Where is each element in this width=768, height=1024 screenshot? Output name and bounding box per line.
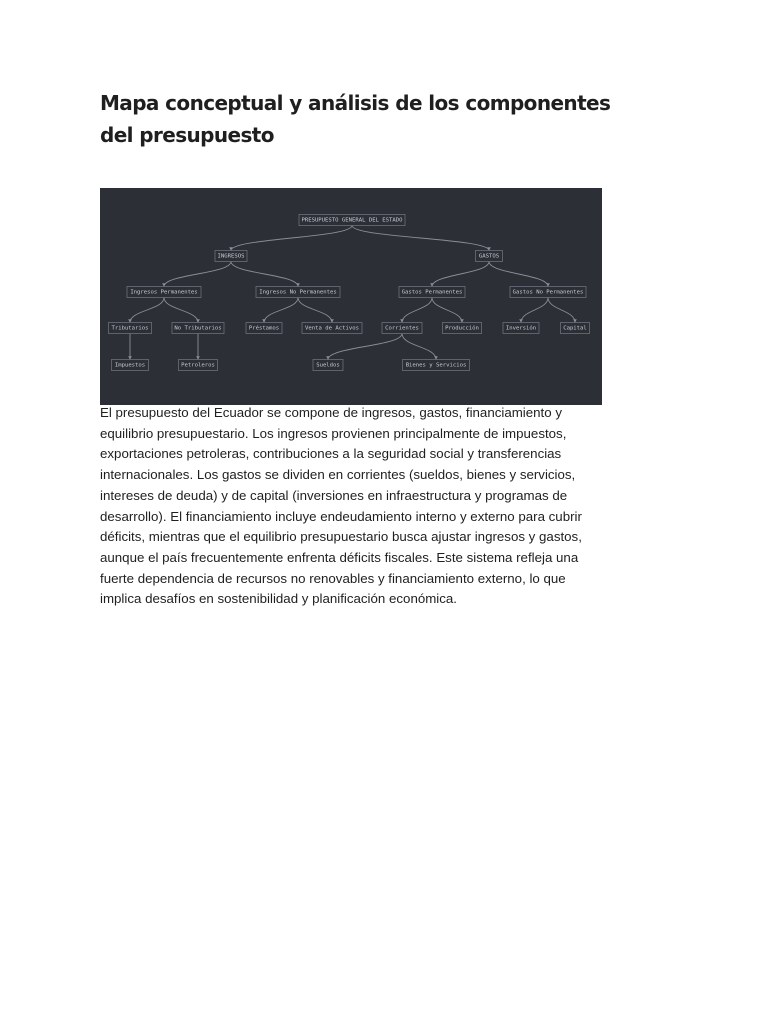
diagram-node-label: Inversión bbox=[505, 325, 537, 332]
edge-gastos-to-gas_perm bbox=[432, 262, 489, 287]
diagram-node-venta-activos bbox=[302, 323, 362, 334]
diagram-node-tributarios bbox=[109, 323, 152, 334]
edge-gas_noperm-to-inversion bbox=[521, 298, 548, 323]
diagram-node-label: Impuestos bbox=[114, 362, 146, 369]
edge-ing_perm-to-no_tributarios bbox=[164, 298, 198, 323]
diagram-node-gastos bbox=[476, 251, 503, 262]
concept-map-diagram bbox=[100, 188, 602, 405]
diagram-node-capital bbox=[561, 323, 590, 334]
page-title: Mapa conceptual y análisis de los componentes del presupuesto bbox=[100, 91, 611, 147]
diagram-node-inversion bbox=[503, 323, 539, 334]
diagram-node-label: Venta de Activos bbox=[305, 325, 359, 332]
diagram-node-ing-perm bbox=[127, 287, 201, 298]
diagram-node-label: Préstamos bbox=[248, 325, 280, 332]
diagram-node-no-tributarios bbox=[172, 323, 224, 334]
diagram-node-label: Bienes y Servicios bbox=[405, 362, 467, 369]
diagram-node-label: Ingresos No Permanentes bbox=[259, 289, 337, 296]
diagram-node-prestamos bbox=[246, 323, 282, 334]
concept-map-canvas bbox=[100, 188, 602, 405]
diagram-node-label: Producción bbox=[445, 325, 479, 332]
diagram-node-label: Sueldos bbox=[316, 362, 340, 369]
diagram-nodes bbox=[109, 215, 590, 371]
diagram-node-gas-perm bbox=[399, 287, 465, 298]
diagram-node-petroleros bbox=[179, 360, 218, 371]
edge-ing_perm-to-tributarios bbox=[130, 298, 164, 323]
diagram-node-ingresos bbox=[215, 251, 247, 262]
diagram-node-root bbox=[299, 215, 405, 226]
edge-root-to-gastos bbox=[352, 226, 489, 251]
edge-ing_noperm-to-venta_activos bbox=[298, 298, 332, 323]
edge-root-to-ingresos bbox=[231, 226, 352, 251]
edge-ingresos-to-ing_noperm bbox=[231, 262, 298, 287]
diagram-node-label: PRESUPUESTO GENERAL DEL ESTADO bbox=[301, 217, 403, 224]
diagram-node-ing-noperm bbox=[256, 287, 340, 298]
diagram-node-label: Capital bbox=[563, 325, 587, 332]
diagram-node-label: Gastos No Permanentes bbox=[512, 289, 584, 296]
edge-ingresos-to-ing_perm bbox=[164, 262, 231, 287]
diagram-node-label: Tributarios bbox=[111, 325, 149, 332]
diagram-node-corrientes bbox=[382, 323, 422, 334]
edge-gas_noperm-to-capital bbox=[548, 298, 575, 323]
diagram-node-bienes-servicios bbox=[403, 360, 470, 371]
diagram-node-gas-noperm bbox=[510, 287, 586, 298]
edge-corrientes-to-bienes_servicios bbox=[402, 334, 436, 360]
edge-gastos-to-gas_noperm bbox=[489, 262, 548, 287]
diagram-node-produccion bbox=[443, 323, 482, 334]
diagram-node-sueldos bbox=[313, 360, 343, 371]
diagram-node-label: No Tributarios bbox=[174, 325, 222, 332]
diagram-node-impuestos bbox=[112, 360, 149, 371]
diagram-node-label: Petroleros bbox=[181, 362, 215, 369]
edge-ing_noperm-to-prestamos bbox=[264, 298, 298, 323]
edge-gas_perm-to-produccion bbox=[432, 298, 462, 323]
diagram-node-label: GASTOS bbox=[478, 253, 500, 260]
edge-gas_perm-to-corrientes bbox=[402, 298, 432, 323]
diagram-node-label: Ingresos Permanentes bbox=[130, 289, 198, 296]
edge-corrientes-to-sueldos bbox=[328, 334, 402, 360]
diagram-node-label: Gastos Permanentes bbox=[401, 289, 463, 296]
diagram-node-label: INGRESOS bbox=[217, 253, 245, 260]
body-paragraph: El presupuesto del Ecuador se compone de ingresos, gastos, financiamiento y equilibrio presupuestario. Los ingresos provienen principalmente de impuestos, exportaciones petroleras, contribuciones a la seguridad social y transferencias internacionales. Los gastos se dividen en corrientes (sueldos, bienes y servicios, intereses de deuda) y de capital (inversiones en infraestructura y programas de desarrollo). El financiamiento incluye endeudamiento interno y externo para cubrir déficits, mientras que el equilibrio presupuestario busca ajustar ingresos y gastos, aunque el país frecuentemente enfrenta déficits fiscales. Este sistema refleja una fuerte dependencia de recursos no renovables y financiamiento externo, lo que implica desafíos en sostenibilidad y planificación económica. bbox=[100, 405, 582, 607]
diagram-node-label: Corrientes bbox=[385, 325, 419, 332]
